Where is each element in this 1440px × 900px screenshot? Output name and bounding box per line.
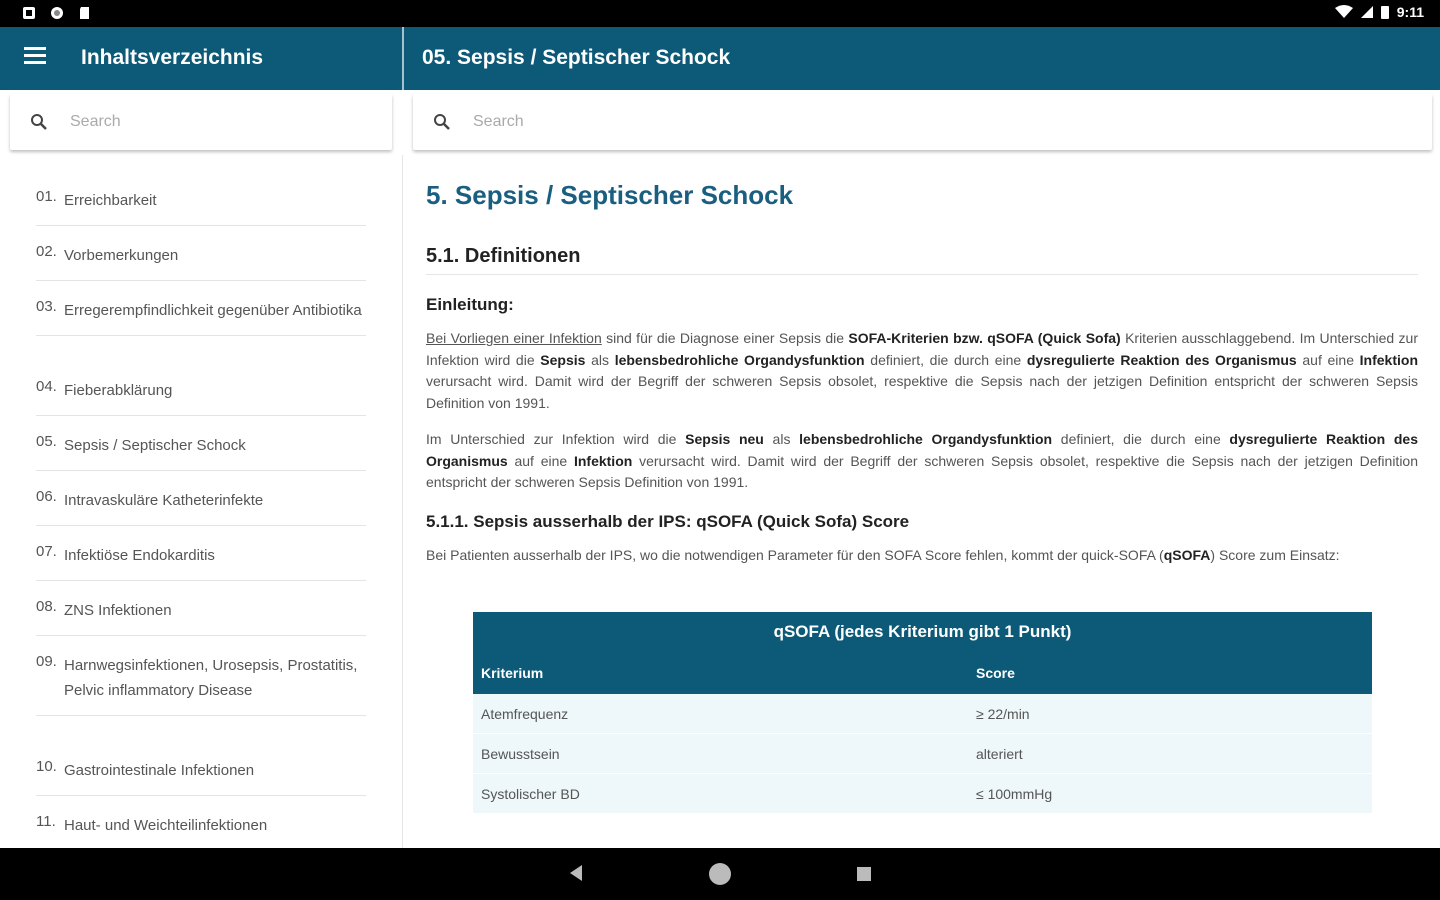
bold-text: Sepsis <box>540 351 586 368</box>
table-column-headers <box>473 652 1372 694</box>
text: Bei Patienten ausserhalb der IPS, wo die notwendigen Parameter für den SOFA Score fehlen, kommt der quick-SOFA ( <box>426 547 1164 563</box>
notification-icon <box>22 6 36 20</box>
status-bar <box>0 0 1440 27</box>
text: als <box>585 351 615 368</box>
toc-item[interactable] <box>36 543 366 581</box>
bold-text: SOFA-Kriterien bzw. qSOFA (Quick Sofa) <box>848 330 1121 346</box>
section-divider <box>426 274 1418 275</box>
bold-text: Infektion <box>1359 351 1418 368</box>
chapter-title: 05. Sepsis / Septischer Schock <box>422 46 731 69</box>
paragraph-2 <box>426 429 1418 494</box>
toc-item-label: Gastrointestinale Infektionen <box>64 762 255 779</box>
bold-text: Sepsis neu <box>685 431 764 447</box>
recent-apps-icon[interactable] <box>857 867 871 881</box>
toc-item[interactable] <box>36 298 366 336</box>
back-icon[interactable] <box>568 864 584 882</box>
toc-search-input[interactable] <box>70 109 370 135</box>
toc-item-number: 01. <box>36 188 57 205</box>
criterion-cell: Bewusstsein <box>481 746 560 762</box>
bold-text: dysregulierte Reaktion des Organismus <box>426 431 1418 469</box>
criterion-cell: Systolischer BD <box>481 786 580 802</box>
toc-list <box>0 158 402 848</box>
toc-item-number: 09. <box>36 653 57 670</box>
text: definiert, die durch eine <box>864 351 1027 368</box>
table-row <box>473 694 1372 734</box>
paragraph-1 <box>426 328 1418 414</box>
hamburger-icon-line <box>24 61 46 64</box>
menu-button[interactable] <box>24 47 50 69</box>
score-cell: alteriert <box>976 746 1023 762</box>
text: auf eine <box>507 452 574 469</box>
text: Im Unterschied zur Infektion wird die <box>426 431 686 447</box>
intro-label: Einleitung: <box>426 295 514 314</box>
chapter-heading: 5. Sepsis / Septischer Schock <box>426 180 794 210</box>
toc-item-number: 08. <box>36 598 57 615</box>
sync-icon <box>50 6 64 20</box>
toc-item-number: 03. <box>36 298 57 315</box>
text: verursacht wird. Damit wird der Begriff der schweren Sepsis obsolet, respektive die Sepsis nach der jetzigen Definition entspricht der schweren Sepsis Definition von 1991. <box>426 373 1418 411</box>
table-body <box>473 694 1372 814</box>
toc-item-label: Vorbemerkungen <box>64 247 179 264</box>
table-title: qSOFA (jedes Kriterium gibt 1 Punkt) <box>773 622 1072 641</box>
text: Kriterien ausschlaggebend. Im Unterschied zur Infektion wird die <box>426 330 1418 368</box>
paragraph-3 <box>426 545 1418 567</box>
text: verursacht wird. Damit wird der Begriff der schweren Sepsis obsolet, respektive die Sepsis nach der jetzigen Definition entspricht der schweren Sepsis Definition von 1991. <box>426 452 1418 490</box>
toc-item-number: 07. <box>36 543 57 560</box>
text: auf eine <box>1296 351 1360 368</box>
search-icon <box>433 113 451 131</box>
right-app-bar <box>404 27 1440 90</box>
text: als <box>763 431 800 447</box>
toc-item[interactable] <box>36 243 366 281</box>
battery-icon <box>1381 5 1389 19</box>
bold-text: qSOFA <box>1163 547 1211 563</box>
toc-item-label: Sepsis / Septischer Schock <box>64 437 246 454</box>
subsection-title: 5.1.1. Sepsis ausserhalb der IPS: qSOFA (Quick Sofa) Score <box>426 512 910 531</box>
toc-item[interactable] <box>36 758 366 796</box>
table-row <box>473 734 1372 774</box>
pane-divider <box>402 155 403 848</box>
toc-item-number: 06. <box>36 488 57 505</box>
hamburger-icon <box>24 47 46 50</box>
toc-item-number: 10. <box>36 758 57 775</box>
table-header <box>473 612 1372 694</box>
left-pane-title: Inhaltsverzeichnis <box>81 46 264 69</box>
criterion-cell: Atemfrequenz <box>481 706 569 722</box>
bold-text: dysregulierte Reaktion des Organismus <box>1026 351 1297 368</box>
hamburger-icon-line <box>24 54 46 57</box>
infection-link[interactable]: Bei Vorliegen einer Infektion <box>426 330 602 346</box>
toc-item-label: ZNS Infektionen <box>64 602 172 619</box>
column-header-score: Score <box>976 665 1015 681</box>
chapter-content <box>426 158 1418 848</box>
home-icon[interactable] <box>709 863 731 885</box>
sd-card-icon <box>78 6 92 20</box>
toc-item-label: Harnwegsinfektionen, Urosepsis, Prostatitis, Pelvic inflammatory Disease <box>64 657 358 699</box>
toc-item-number: 05. <box>36 433 57 450</box>
toc-item-label: Infektiöse Endokarditis <box>64 547 215 564</box>
left-app-bar <box>0 27 402 90</box>
toc-search-box <box>10 94 392 150</box>
bold-text: Infektion <box>573 452 633 469</box>
column-header-criterion: Kriterium <box>481 665 544 681</box>
text: sind für die Diagnose einer Sepsis die <box>601 330 849 346</box>
signal-icon <box>1361 5 1373 19</box>
table-row <box>473 774 1372 814</box>
toc-item[interactable] <box>36 188 366 226</box>
wifi-icon <box>1335 5 1353 19</box>
qsofa-table <box>473 612 1372 814</box>
toc-item-label: Intravaskuläre Katheterinfekte <box>64 492 264 509</box>
text: definiert, die durch eine <box>1052 431 1230 447</box>
toc-item-number: 04. <box>36 378 57 395</box>
toc-item-number: 11. <box>36 813 56 830</box>
toc-item[interactable] <box>36 653 366 716</box>
content-search-input[interactable] <box>473 109 773 135</box>
section-title: 5.1. Definitionen <box>426 245 581 267</box>
toc-item[interactable] <box>36 378 366 416</box>
content-search-box <box>413 94 1432 150</box>
system-nav-bar <box>0 848 1440 900</box>
toc-item[interactable] <box>36 813 366 848</box>
toc-item-label: Haut- und Weichteilinfektionen <box>64 817 268 834</box>
toc-item-number: 02. <box>36 243 57 260</box>
status-time: 9:11 <box>1396 4 1424 20</box>
toc-item[interactable] <box>36 433 366 471</box>
toc-item-label: Erregerempfindlichkeit gegenüber Antibiotika <box>64 302 362 319</box>
score-cell: ≤ 100mmHg <box>976 786 1053 802</box>
toc-item[interactable] <box>36 488 366 526</box>
score-cell: ≥ 22/min <box>976 706 1030 722</box>
toc-item[interactable] <box>36 598 366 636</box>
bold-text: lebensbedrohliche Organdysfunktion <box>799 431 1053 447</box>
bold-text: lebensbedrohliche Organdysfunktion <box>614 351 865 368</box>
toc-item-label: Erreichbarkeit <box>64 192 157 209</box>
toc-item-label: Fieberabklärung <box>64 382 173 399</box>
text: ) Score zum Einsatz: <box>1210 547 1340 563</box>
search-icon <box>30 113 48 131</box>
